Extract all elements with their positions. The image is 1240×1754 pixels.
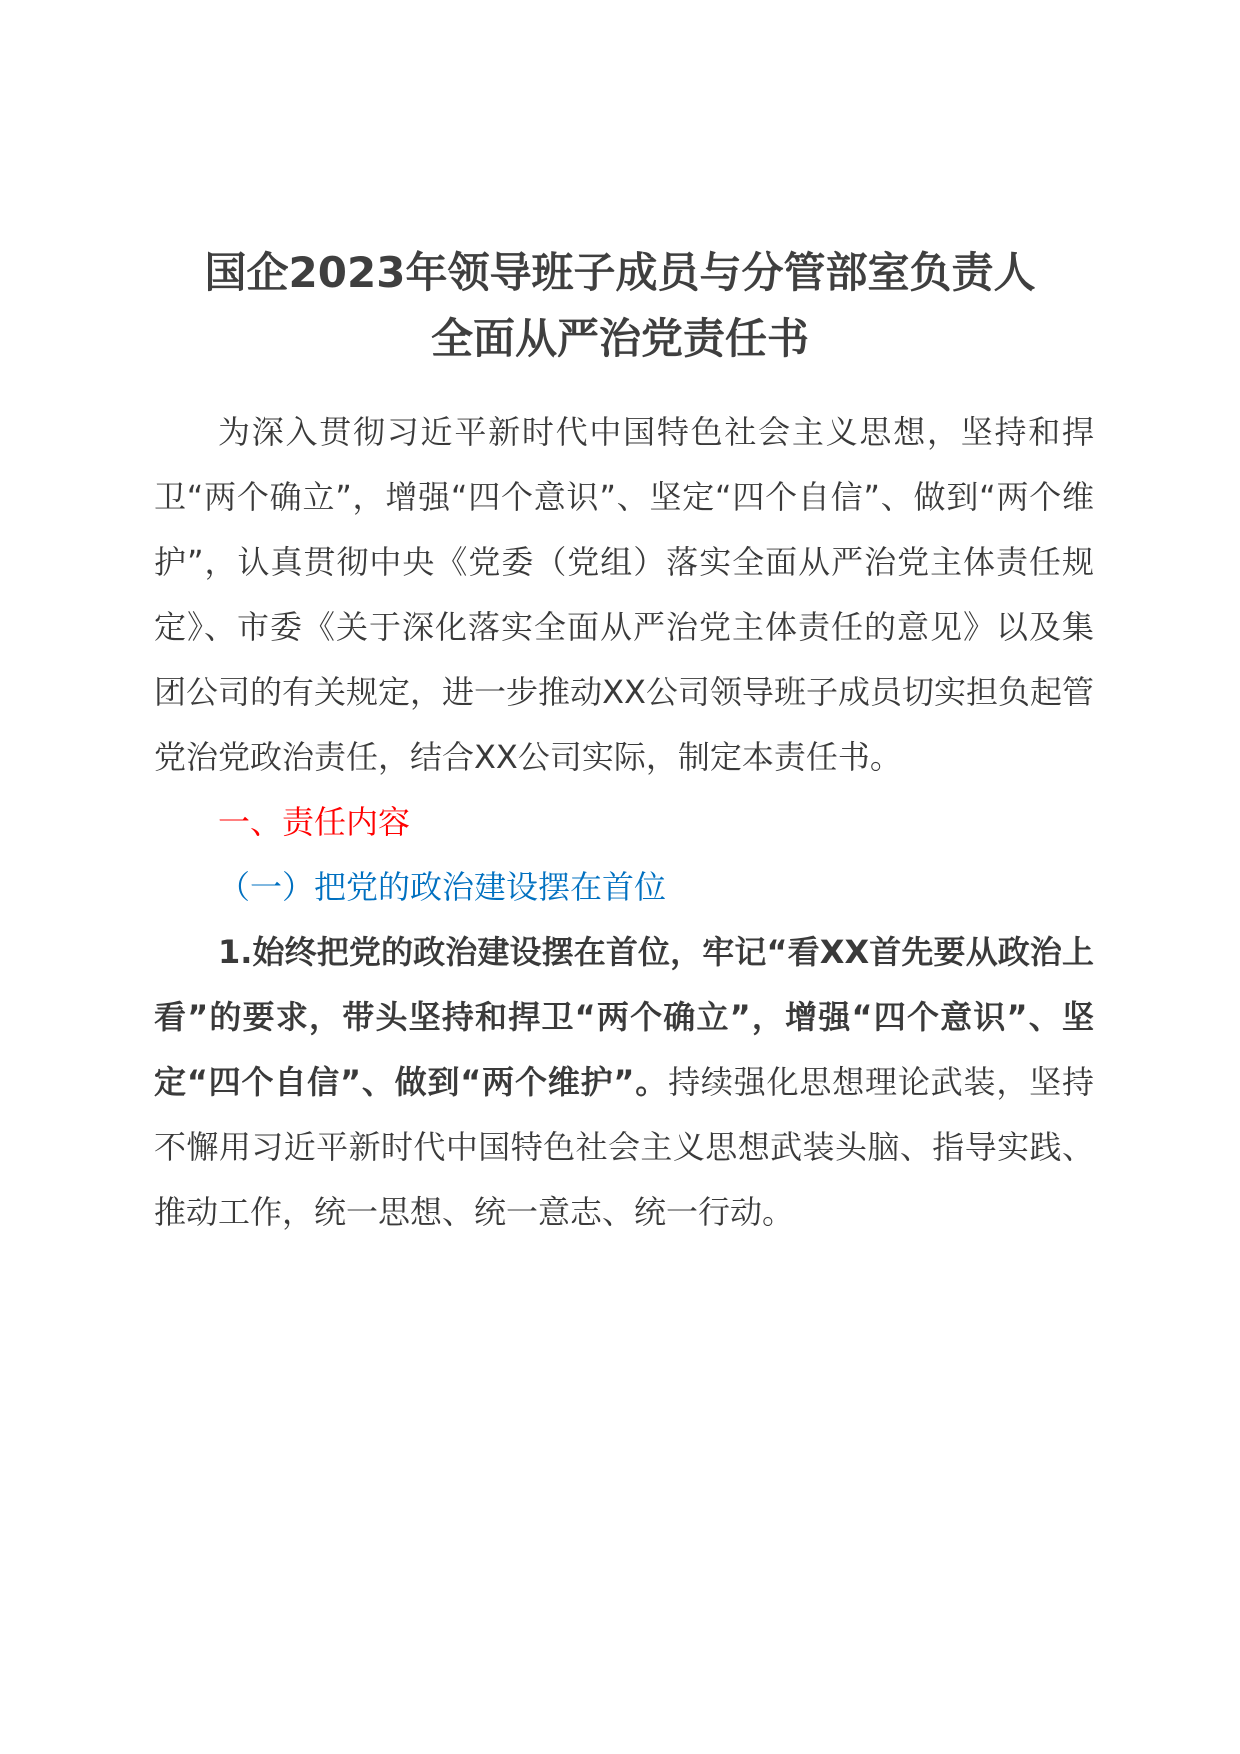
item-1-bold-lead: 1.始终把党的政治建设摆在首位，牢记“看XX首先要从政治上看”的要求，带头坚持和捍卫“两个确立”，增强“四个意识”、坚定“四个自信”、做到“两个维护”。: [154, 933, 1094, 1101]
item-1-paragraph: [154, 920, 1094, 1245]
document-body: [154, 400, 1094, 1245]
title-line-2: 全面从严治党责任书: [430, 314, 809, 363]
title-line-1: 国企2023年领导班子成员与分管部室负责人: [204, 248, 1036, 297]
item-1-body-text: 持续强化思想理论武装，坚持不懈用习近平新时代中国特色社会主义思想武装头脑、指导实践、推动工作，统一思想、统一意志、统一行动。: [154, 1063, 1094, 1231]
document-title: [150, 240, 1090, 372]
subsection-heading: （一）把党的政治建设摆在首位: [218, 868, 667, 906]
section-heading: 一、责任内容: [218, 803, 411, 841]
intro-paragraph: 为深入贯彻习近平新时代中国特色社会主义思想，坚持和捍卫“两个确立”，增强“四个意识”、坚定“四个自信”、做到“两个维护”，认真贯彻中央《党委（党组）落实全面从严治党主体责任规定》、市委《关于深化落实全面从严治党主体责任的意见》以及集团公司的有关规定，进一步推动XX公司领导班子成员切实担负起管党治党政治责任，结合XX公司实际，制定本责任书。: [154, 413, 1094, 776]
